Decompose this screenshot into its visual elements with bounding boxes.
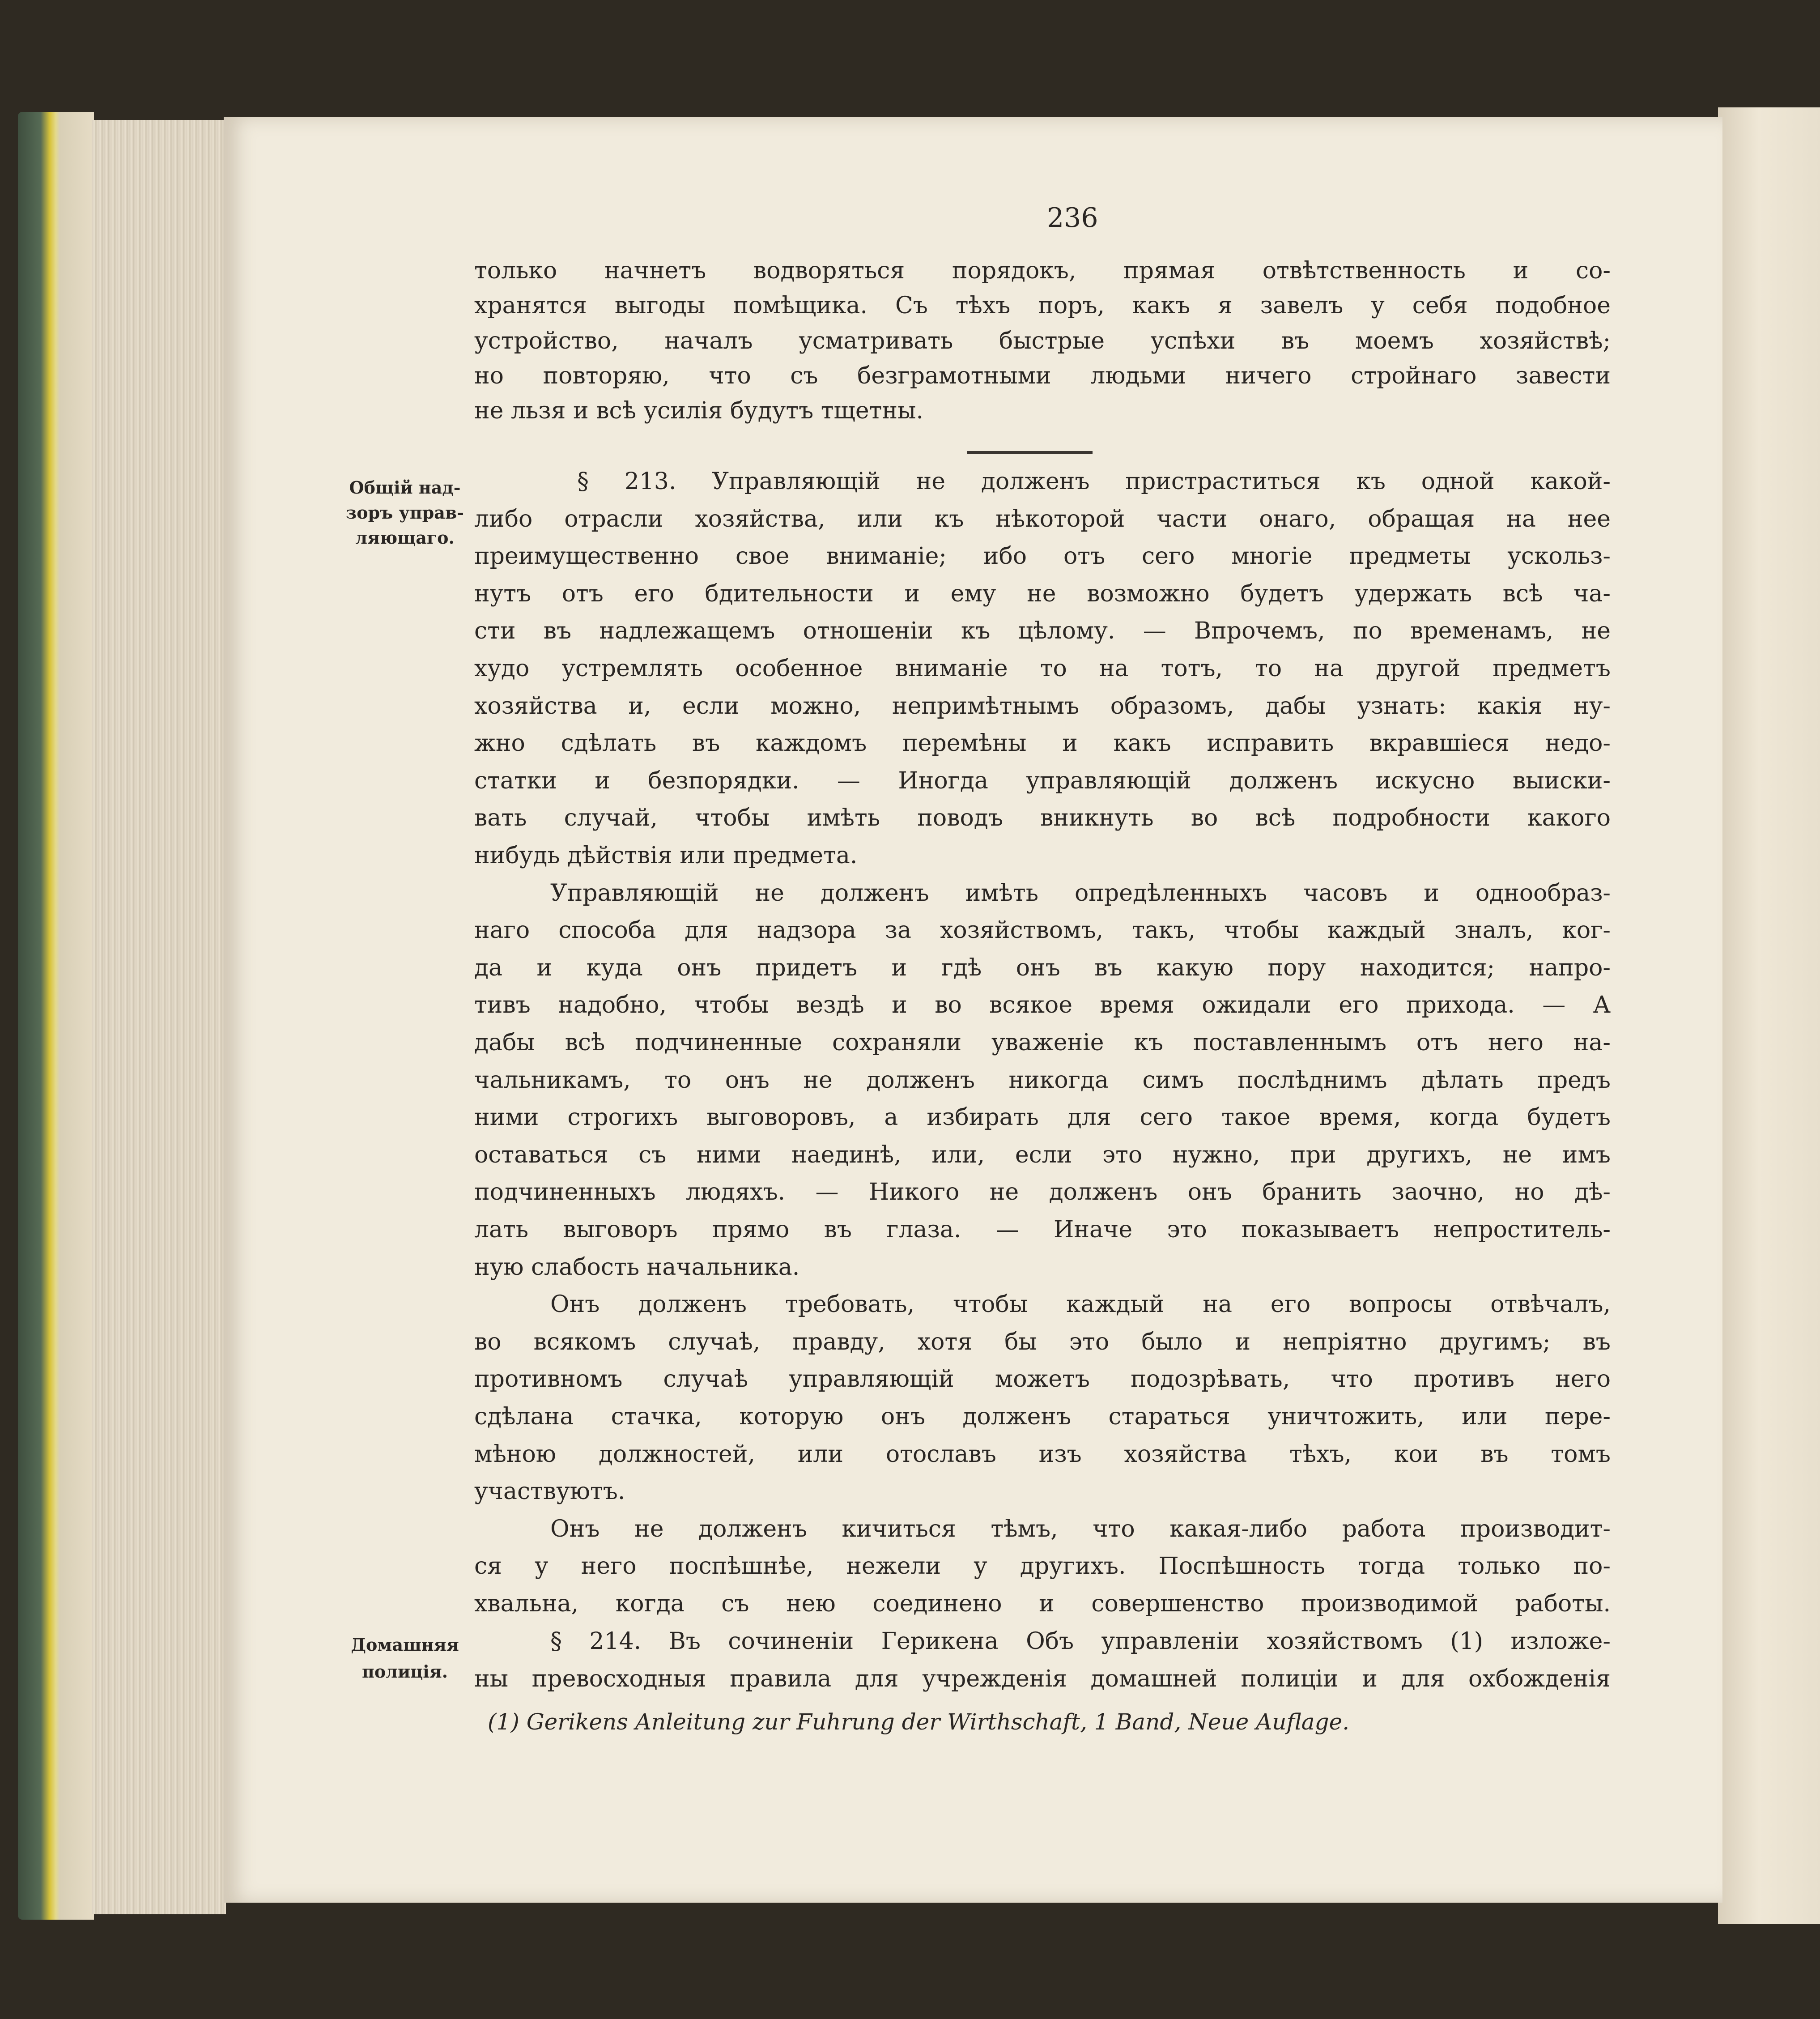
text-line: дабы всѣ подчиненные сохраняли уваженіе къ поставленнымъ отъ него на- — [474, 1029, 1611, 1056]
text-line: подчиненныхъ людяхъ. — Никого не долженъ онъ бранить заочно, но дѣ- — [474, 1179, 1611, 1205]
text-line: § 214. Въ сочиненіи Герикена Объ управленіи хозяйствомъ (1) изложе- — [550, 1628, 1611, 1655]
text-line: противномъ случаѣ управляющій можетъ подозрѣвать, что противъ него — [474, 1366, 1611, 1393]
text-line: статки и безпорядки. — Иногда управляющій долженъ искусно выиски- — [474, 767, 1611, 794]
text-line: сдѣлана стачка, которую онъ долженъ стараться уничтожить, или пере- — [474, 1403, 1611, 1430]
section-divider — [967, 451, 1093, 454]
page-number: 236 — [1047, 202, 1098, 234]
text-line: да и куда онъ придетъ и гдѣ онъ въ какую пору находится; напро- — [474, 954, 1611, 981]
text-line: вать случай, чтобы имѣть поводъ вникнуть во всѣ подробности какого — [474, 805, 1611, 831]
text-line: ся у него поспѣшнѣе, нежели у другихъ. Поспѣшность тогда только по- — [474, 1553, 1611, 1580]
text-line: только начнетъ водворяться порядокъ, прямая отвѣтственность и со- — [474, 257, 1611, 284]
text-line: во всякомъ случаѣ, правду, хотя бы это было и непріятно другимъ; въ — [474, 1329, 1611, 1355]
text-line: жно сдѣлать въ каждомъ перемѣны и какъ исправить вкравшіеся недо- — [474, 730, 1611, 757]
margin-note: Общій над- — [349, 477, 461, 498]
text-line: § 213. Управляющій не долженъ пристраститься къ одной какой- — [577, 468, 1611, 495]
text-line: тивъ надобно, чтобы вездѣ и во всякое время ожидали его прихода. — А — [474, 992, 1611, 1018]
text-line: чальникамъ, то онъ не долженъ никогда симъ послѣднимъ дѣлать предъ — [474, 1067, 1611, 1094]
margin-note: Домашняя — [351, 1635, 459, 1655]
text-line: но повторяю, что съ безграмотными людьми ничего стройнаго завести — [474, 362, 1611, 389]
text-line: нибудь дѣйствія или предмета. — [474, 842, 858, 869]
text-line: участвуютъ. — [474, 1478, 625, 1505]
margin-note: зоръ управ- — [345, 503, 464, 523]
text-line: лать выговоръ прямо въ глаза. — Иначе это показываетъ непроститель- — [474, 1216, 1611, 1243]
margin-note: ляющаго. — [355, 528, 455, 548]
text-line: ними строгихъ выговоровъ, а избирать для сего такое время, когда будетъ — [474, 1104, 1611, 1131]
text-line: хозяйства и, если можно, непримѣтнымъ образомъ, дабы узнать: какія ну- — [474, 693, 1611, 720]
text-line: преимущественно свое вниманіе; ибо отъ сего многіе предметы ускольз- — [474, 543, 1611, 570]
text-line: ны превосходныя правила для учрежденія домашней полиціи и для охбожденія — [474, 1665, 1611, 1692]
text-line: худо устремлять особенное вниманіе то на тотъ, то на другой предметъ — [474, 655, 1611, 682]
margin-note: полиція. — [362, 1661, 448, 1682]
text-line: хранятся выгоды помѣщика. Съ тѣхъ поръ, какъ я завелъ у себя подобное — [474, 292, 1611, 319]
footnote: (1) Gerikens Anleitung zur Fuhrung der Wirthschaft, 1 Band, Neue Auflage. — [488, 1709, 1350, 1735]
book-spine-edge — [18, 112, 94, 1920]
text-line: Управляющій не долженъ имѣть опредѣленныхъ часовъ и однообраз- — [550, 880, 1611, 907]
text-line: устройство, началъ усматривать быстрые успѣхи въ моемъ хозяйствѣ; — [474, 328, 1611, 354]
text-line: мѣною должностей, или отославъ изъ хозяйства тѣхъ, кои въ томъ — [474, 1441, 1611, 1468]
text-line: либо отрасли хозяйства, или къ нѣкоторой части онаго, обращая на нее — [474, 506, 1611, 532]
facing-page-edge — [1718, 107, 1820, 1924]
text-line: хвальна, когда съ нею соединено и совершенство производимой работы. — [474, 1590, 1611, 1617]
text-line: оставаться съ ними наединѣ, или, если это нужно, при другихъ, не имъ — [474, 1142, 1611, 1168]
page-stack-edge — [92, 120, 226, 1914]
text-line: ную слабость начальника. — [474, 1254, 800, 1281]
text-line: Онъ не долженъ кичиться тѣмъ, что какая-либо работа производит- — [550, 1516, 1611, 1542]
text-line: наго способа для надзора за хозяйствомъ, такъ, чтобы каждый зналъ, ког- — [474, 917, 1611, 944]
text-line: Онъ долженъ требовать, чтобы каждый на его вопросы отвѣчалъ, — [550, 1291, 1611, 1318]
text-line: сти въ надлежащемъ отношеніи къ цѣлому. — Впрочемъ, по временамъ, не — [474, 618, 1611, 644]
text-line: нутъ отъ его бдительности и ему не возможно будетъ удержать всѣ ча- — [474, 580, 1611, 607]
text-line: не льзя и всѣ усилія будутъ тщетны. — [474, 397, 923, 424]
